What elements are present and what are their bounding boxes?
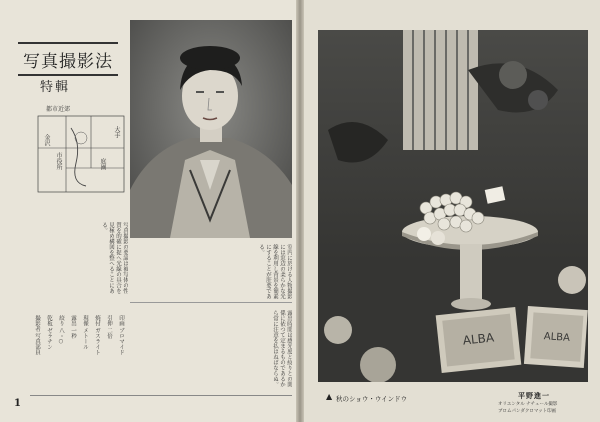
still-life-image — [318, 30, 588, 382]
still-life-photo — [318, 30, 588, 382]
photographer-note: オリエンタル ナチュール撮影 — [498, 402, 558, 407]
credit-line: 絞り 八・○ — [58, 315, 64, 345]
credit-line: 露出 一秒 — [70, 315, 76, 339]
photographer-name: 平野進一 — [518, 391, 550, 400]
body-text-column: 写真撮影の要諦は被写体の性質を的確に捉へ光線の具合を見極め構図を整へることにある。 — [101, 222, 128, 294]
map-label: 市役所 — [55, 152, 62, 170]
photo-caption: 秋のショウ・ウインドウ — [336, 395, 408, 403]
credit-line: 印画 ブロマイド — [118, 315, 124, 356]
map-lines — [36, 108, 128, 196]
body-text-column: 室内に於ける人物撮影には窓辺の柔らかな光線を利用し背景を簡素にすることが肝要である。 — [258, 244, 292, 299]
credit-line: 現像 メトール — [82, 315, 88, 350]
credit-line: 焼付 ガスライト — [94, 315, 100, 356]
map-top-label: 都市近郊 — [46, 106, 71, 113]
binding-gutter — [296, 0, 304, 422]
divider — [30, 395, 292, 396]
caption-arrow-icon: ▲ — [326, 392, 333, 401]
map-label: 金沢 — [43, 134, 50, 146]
credit-line: 撮影者 写真部員 — [34, 315, 40, 356]
photo-credits — [30, 315, 285, 385]
portrait-image — [130, 20, 292, 238]
svg-text:ALBA: ALBA — [543, 331, 571, 344]
credit-line: 引伸 二倍 — [106, 315, 112, 339]
article-subtitle: 特輯 — [40, 80, 71, 95]
article-title: 写真撮影法 — [18, 42, 118, 76]
map-label: 大手 — [113, 126, 120, 138]
map-sketch — [36, 108, 128, 196]
portrait-photo — [130, 20, 292, 238]
photographer-note: ブロムパンダクロマット印画 — [498, 409, 557, 414]
divider — [130, 302, 292, 303]
credit-line: 乾板 ゼラチン — [46, 315, 52, 350]
map-label: 庭園 — [99, 158, 106, 170]
svg-text:ALBA: ALBA — [462, 330, 495, 348]
body-text-column: 露出時間は感光度と絞りとの関係に依つて定まるものであるから常に注意を払はねばならぬ。 — [272, 310, 292, 387]
page-number: 1 — [14, 398, 21, 409]
